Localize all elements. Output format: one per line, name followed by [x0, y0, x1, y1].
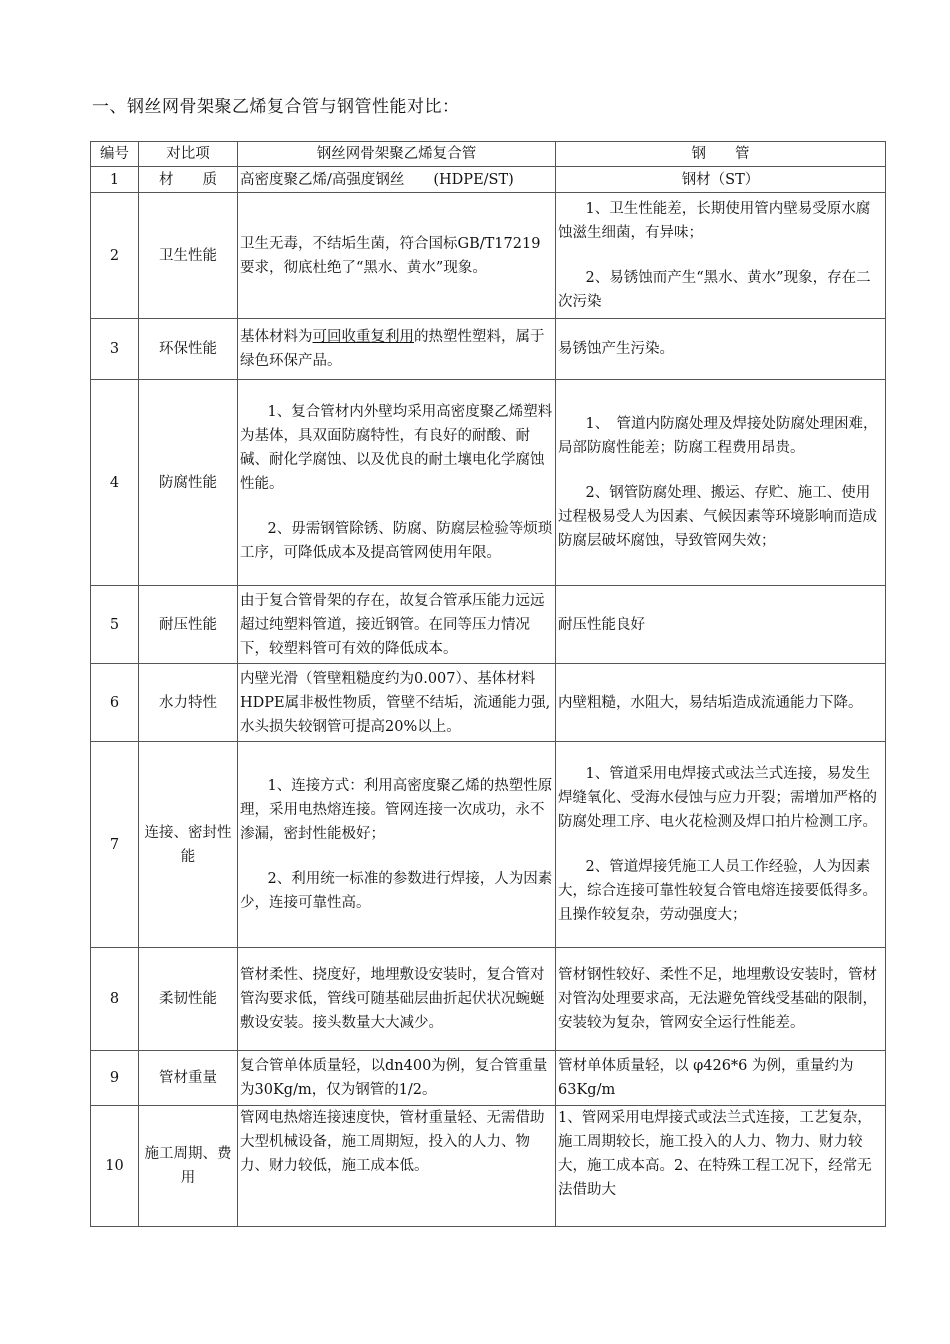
- composite-cell: 由于复合管骨架的存在，故复合管承压能力远远超过纯塑料管道，接近钢管。在同等压力情况下，较塑料管可有效的降低成本。: [238, 586, 556, 664]
- composite-text: 的热塑性塑料，属于绿色环保产品。: [240, 329, 545, 369]
- row-number: 8: [91, 948, 139, 1051]
- table-row: [91, 167, 886, 193]
- row-item: 管材重量: [139, 1051, 238, 1106]
- row-number: 4: [91, 380, 139, 586]
- steel-cell: 管材单体质量轻，以 φ426*6 为例，重量约为63Kg/m: [556, 1051, 886, 1106]
- table-header-row: [91, 142, 886, 167]
- steel-cell: 钢材（ST）: [556, 167, 886, 193]
- row-number: 7: [91, 742, 139, 948]
- composite-cell: [238, 380, 556, 586]
- composite-cell: 管网电热熔连接速度快，管材重量轻、无需借助大型机械设备，施工周期短，投入的人力、物力、财力较低，施工成本低。: [238, 1106, 556, 1227]
- comparison-table: [90, 141, 886, 1227]
- table-row: [91, 742, 886, 948]
- composite-paragraph: 1、复合管材内外壁均采用高密度聚乙烯塑料为基体，具双面防腐特性，有良好的耐酸、耐碱、耐化学腐蚀、以及优良的耐土壤电化学腐蚀性能。: [240, 404, 553, 492]
- row-number: 5: [91, 586, 139, 664]
- composite-paragraph: 2、毋需钢管除锈、防腐、防腐层检验等烦琐工序，可降低成本及提高管网使用年限。: [240, 521, 553, 561]
- underlined-text: 可回收重复利用: [312, 329, 414, 345]
- steel-paragraph: 1、 管道内防腐处理及焊接处防腐处理困难，局部防腐性能差；防腐工程费用昂贵。: [558, 416, 878, 456]
- row-item: 耐压性能: [139, 586, 238, 664]
- table-row: [91, 1051, 886, 1106]
- steel-paragraph: 2、钢管防腐处理、搬运、存贮、施工、使用过程极易受人为因素、气候因素等环境影响而造成防腐层破坏腐蚀，导致管网失效；: [558, 485, 877, 549]
- table-row: [91, 586, 886, 664]
- row-number: 9: [91, 1051, 139, 1106]
- header-number: 编号: [91, 142, 139, 167]
- table-row: [91, 319, 886, 380]
- row-number: 6: [91, 664, 139, 742]
- row-item: 连接、密封性能: [139, 742, 238, 948]
- composite-paragraph: 2、利用统一标准的参数进行焊接，人为因素少，连接可靠性高。: [240, 871, 553, 911]
- row-item: 环保性能: [139, 319, 238, 380]
- steel-cell: 1、管网采用电焊接式或法兰式连接，工艺复杂，施工周期较长，施工投入的人力、物力、财力较大，施工成本高。2、在特殊工程工况下，经常无法借助大: [556, 1106, 886, 1227]
- row-item: 防腐性能: [139, 380, 238, 586]
- steel-paragraph: 1、卫生性能差，长期使用管内壁易受原水腐蚀滋生细菌，有异味；: [558, 201, 871, 241]
- composite-cell: 复合管单体质量轻，以dn400为例，复合管重量为30Kg/m，仅为钢管的1/2。: [238, 1051, 556, 1106]
- row-number: 2: [91, 193, 139, 319]
- row-item: 施工周期、费用: [139, 1106, 238, 1227]
- steel-cell: [556, 380, 886, 586]
- table-row: [91, 948, 886, 1051]
- composite-cell: 管材柔性、挠度好，地埋敷设安装时，复合管对管沟要求低，管线可随基础层曲折起伏状况蜿蜒敷设安装。接头数量大大减少。: [238, 948, 556, 1051]
- row-number: 1: [91, 167, 139, 193]
- steel-paragraph: 1、管道采用电焊接式或法兰式连接，易发生焊缝氧化、受海水侵蚀与应力开裂；需增加严格的防腐处理工序、电火花检测及焊口拍片检测工序。: [558, 766, 877, 830]
- row-item: 水力特性: [139, 664, 238, 742]
- composite-paragraph: 1、连接方式：利用高密度聚乙烯的热塑性原理，采用电热熔连接。管网连接一次成功，永不渗漏，密封性能极好；: [240, 778, 553, 842]
- table-row: [91, 664, 886, 742]
- steel-cell: 耐压性能良好: [556, 586, 886, 664]
- row-number: 3: [91, 319, 139, 380]
- composite-text: 基体材料为: [240, 329, 313, 345]
- composite-cell: [238, 319, 556, 380]
- row-number: 10: [91, 1106, 139, 1227]
- steel-cell: 管材钢性较好、柔性不足，地埋敷设安装时，管材对管沟处理要求高，无法避免管线受基础的限制，安装较为复杂，管网安全运行性能差。: [556, 948, 886, 1051]
- steel-cell: [556, 742, 886, 948]
- header-steel-pipe: 钢 管: [556, 142, 886, 167]
- row-item: 材 质: [139, 167, 238, 193]
- header-item: 对比项: [139, 142, 238, 167]
- steel-cell: [556, 193, 886, 319]
- section-heading: 一、钢丝网骨架聚乙烯复合管与钢管性能对比：: [92, 97, 460, 117]
- composite-cell: 卫生无毒，不结垢生菌，符合国标GB/T17219要求，彻底杜绝了“黑水、黄水”现象。: [238, 193, 556, 319]
- steel-cell: 内壁粗糙，水阻大，易结垢造成流通能力下降。: [556, 664, 886, 742]
- table-row: [91, 193, 886, 319]
- steel-paragraph: 2、管道焊接凭施工人员工作经验，人为因素大，综合连接可靠性较复合管电熔连接要低得多。且操作较复杂，劳动强度大；: [558, 859, 877, 923]
- steel-paragraph: 2、易锈蚀而产生“黑水、黄水”现象，存在二次污染: [558, 270, 871, 310]
- table-row: [91, 380, 886, 586]
- row-item: 柔韧性能: [139, 948, 238, 1051]
- composite-cell: 高密度聚乙烯/高强度钢丝 (HDPE/ST): [238, 167, 556, 193]
- composite-cell: 内壁光滑（管壁粗糙度约为0.007）、基体材料HDPE属非极性物质，管壁不结垢，流通能力强,水头损失较钢管可提高20%以上。: [238, 664, 556, 742]
- header-composite-pipe: 钢丝网骨架聚乙烯复合管: [238, 142, 556, 167]
- row-item: 卫生性能: [139, 193, 238, 319]
- steel-cell: 易锈蚀产生污染。: [556, 319, 886, 380]
- composite-cell: [238, 742, 556, 948]
- table-row: [91, 1106, 886, 1227]
